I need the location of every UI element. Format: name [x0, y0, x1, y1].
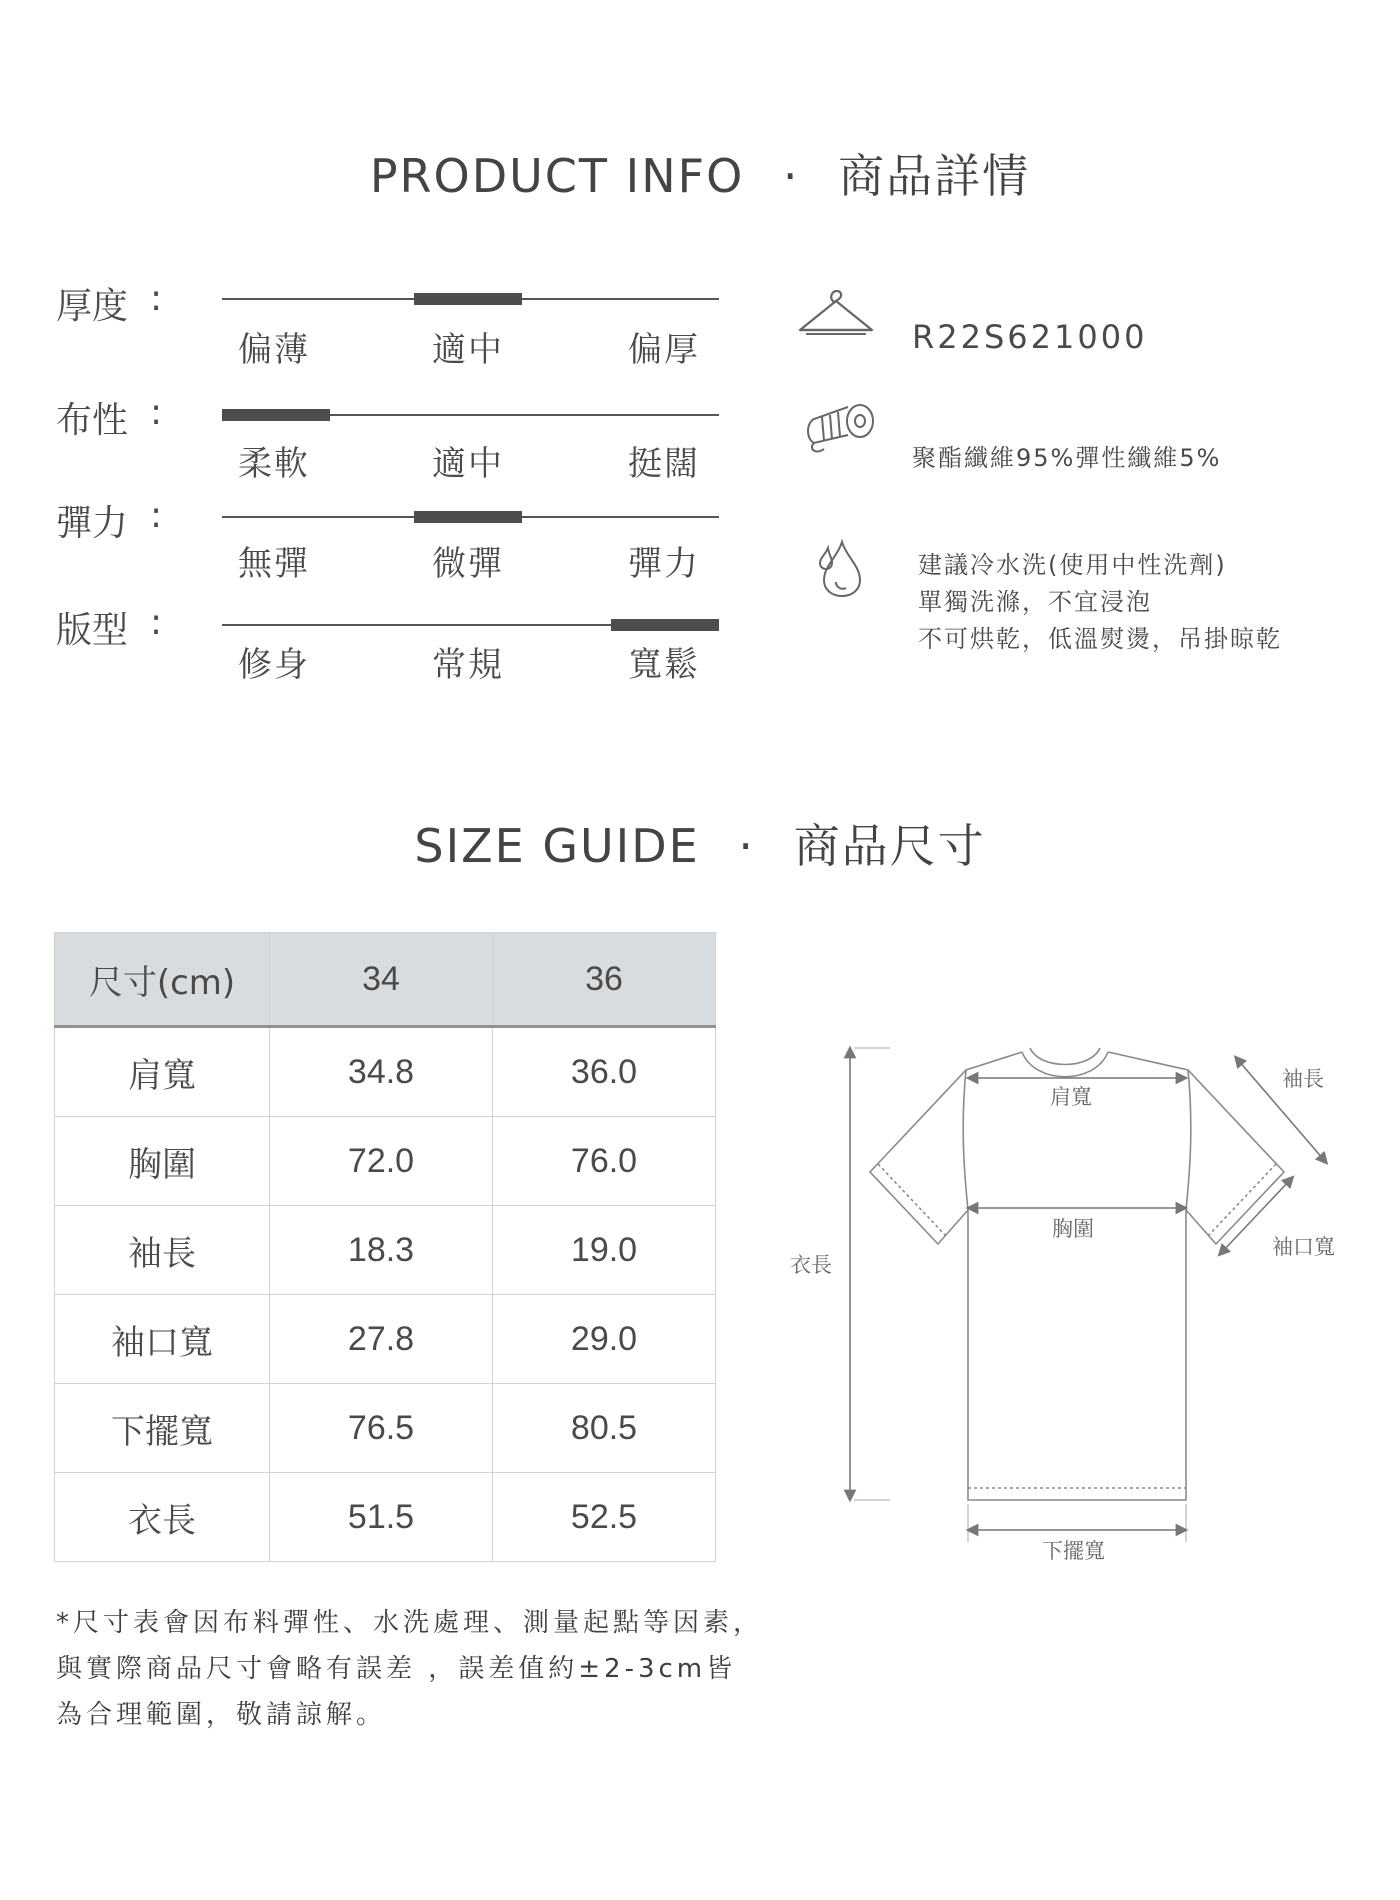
scale-option: 常規 — [432, 645, 504, 685]
attribute-colon: : — [150, 495, 163, 536]
table-cell: 34.8 — [270, 1027, 493, 1117]
table-row — [55, 1384, 716, 1473]
scale-selected-mark — [414, 511, 522, 523]
table-cell: 肩寬 — [55, 1027, 270, 1117]
scale-selected-mark — [611, 619, 719, 631]
scale-selected-mark — [222, 409, 330, 421]
attribute-label: 布性 — [56, 400, 129, 441]
thread-spool-icon — [800, 397, 880, 463]
scale-option: 柔軟 — [238, 444, 310, 484]
size-guide-title: SIZE GUIDE · 商品尺寸 — [414, 819, 986, 873]
tshirt-measurement-diagram — [790, 1030, 1350, 1590]
diagram-label-hem: 下擺寬 — [1042, 1539, 1105, 1563]
attribute-colon: : — [150, 602, 163, 643]
table-row — [55, 1473, 716, 1562]
table-cell: 80.5 — [493, 1384, 716, 1473]
hanger-icon — [796, 282, 876, 342]
size-table — [54, 932, 716, 1562]
care-line: 不可烘乾，低溫熨燙，吊掛晾乾 — [918, 625, 1282, 653]
product-info-title: PRODUCT INFO · 商品詳情 — [369, 149, 1031, 203]
table-cell: 胸圍 — [55, 1117, 270, 1206]
table-cell: 袖口寬 — [55, 1295, 270, 1384]
diagram-label-shoulder: 肩寬 — [1050, 1085, 1092, 1109]
table-row — [55, 1295, 716, 1384]
table-cell: 29.0 — [493, 1295, 716, 1384]
table-cell: 袖長 — [55, 1206, 270, 1295]
table-cell: 76.0 — [493, 1117, 716, 1206]
tshirt-outline — [870, 1048, 1284, 1500]
size-note-line: 與實際商品尺寸會略有誤差 ，誤差值約±2-3cm皆 — [56, 1654, 737, 1684]
scale-option: 偏厚 — [628, 330, 700, 370]
table-cell: 19.0 — [493, 1206, 716, 1295]
table-cell: 下擺寬 — [55, 1384, 270, 1473]
scale-option: 修身 — [238, 645, 310, 685]
diagram-label-body-length: 衣長 — [790, 1253, 832, 1277]
table-cell: 76.5 — [270, 1384, 493, 1473]
table-cell: 36.0 — [493, 1027, 716, 1117]
care-line: 建議冷水洗(使用中性洗劑) — [918, 551, 1227, 579]
attribute-label: 彈力 — [56, 503, 129, 544]
table-row — [55, 1027, 716, 1117]
diagram-label-sleeve-length: 袖長 — [1282, 1067, 1324, 1091]
diagram-label-cuff: 袖口寬 — [1272, 1235, 1335, 1259]
size-note-line: *尺寸表會因布料彈性、水洗處理、測量起點等因素， — [56, 1608, 764, 1638]
diagram-label-chest: 胸圍 — [1052, 1217, 1094, 1241]
scale-option: 挺闊 — [628, 444, 700, 484]
table-row — [55, 1117, 716, 1206]
table-header-cell: 36 — [493, 933, 716, 1027]
water-drop-icon — [812, 538, 868, 600]
scale-selected-mark — [414, 293, 522, 305]
scale-option: 適中 — [432, 444, 504, 484]
table-row — [55, 1206, 716, 1295]
care-line: 單獨洗滌，不宜浸泡 — [918, 588, 1152, 616]
table-cell: 51.5 — [270, 1473, 493, 1562]
table-cell: 27.8 — [270, 1295, 493, 1384]
table-header-cell: 34 — [270, 933, 493, 1027]
table-header-row — [55, 933, 716, 1027]
attribute-label: 版型 — [56, 610, 129, 651]
scale-option: 偏薄 — [238, 330, 310, 370]
table-cell: 衣長 — [55, 1473, 270, 1562]
table-cell: 72.0 — [270, 1117, 493, 1206]
size-note-line: 為合理範圍，敬請諒解。 — [56, 1700, 387, 1730]
table-cell: 18.3 — [270, 1206, 493, 1295]
scale-option: 適中 — [432, 330, 504, 370]
attribute-colon: : — [150, 278, 163, 319]
attribute-colon: : — [150, 392, 163, 433]
scale-option: 彈力 — [628, 544, 700, 584]
material-text: 聚酯纖維95%彈性纖維5% — [912, 444, 1222, 472]
table-header-cell: 尺寸(cm) — [55, 933, 270, 1027]
attribute-label: 厚度 — [56, 286, 129, 327]
scale-option: 無彈 — [238, 544, 310, 584]
table-cell: 52.5 — [493, 1473, 716, 1562]
scale-option: 微彈 — [432, 544, 504, 584]
scale-option: 寬鬆 — [628, 645, 700, 685]
product-code: R22S621000 — [912, 318, 1148, 356]
